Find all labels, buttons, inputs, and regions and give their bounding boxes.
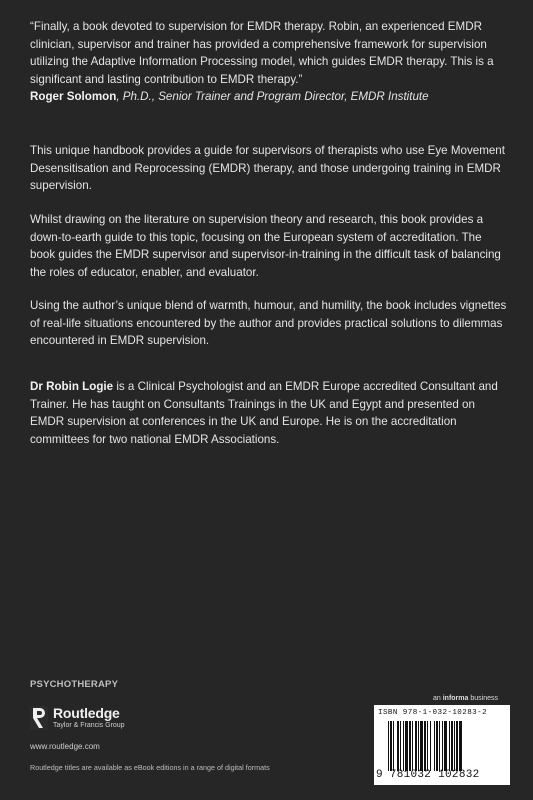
ebook-note: Routledge titles are available as eBook editions in a range of digital formats — [30, 763, 270, 772]
barcode-bar — [409, 721, 411, 771]
barcode-bar — [434, 721, 435, 771]
barcode-bar — [418, 721, 419, 771]
barcode-bar — [442, 721, 443, 771]
description-paragraph-3: Using the author’s unique blend of warmth, humour, and humility, the book includes vignettes of real-life situations encountered by the author and provides practical solutions to dilemmas encountered in EMDR supervision. — [30, 299, 507, 348]
barcode-bar — [436, 721, 438, 771]
barcode-bar — [449, 721, 450, 771]
author-bio — [30, 378, 508, 448]
barcode-bar — [405, 721, 408, 771]
publisher-name: Routledge — [53, 705, 120, 721]
barcode-bar — [451, 721, 453, 771]
endorser-name: Roger Solomon — [30, 90, 117, 104]
barcode-bar — [412, 721, 413, 771]
barcode-bar — [390, 721, 392, 771]
endorsement-quote: “Finally, a book devoted to supervision for EMDR therapy. Robin, an experienced EMDR clinician, supervisor and trainer has provided a comprehensive framework for supervision utilizing the Adaptive Information Processing model, which guides EMDR therapy. This is a significant and lasting contribution to EMDR therapy.” — [30, 20, 494, 86]
barcode-bar — [420, 721, 423, 771]
publisher-url: www.routledge.com — [30, 742, 100, 751]
barcode-bar — [415, 721, 417, 771]
publisher-subtitle: Taylor & Francis Group — [53, 722, 125, 729]
barcode-bar — [427, 721, 428, 771]
description-paragraph-1: This unique handbook provides a guide for supervisors of therapists who use Eye Movement Desensitisation and Reprocessing (EMDR) therapy, and those undergoing training in EMDR supervision. — [30, 144, 505, 193]
barcode-bar — [459, 721, 462, 771]
endorsement-attribution — [30, 88, 508, 106]
barcode-bar — [393, 721, 394, 771]
barcode-bar — [403, 721, 404, 771]
barcode-bar — [388, 721, 389, 771]
informa-business-label: an informa business — [433, 695, 498, 702]
barcode-number: 9 781032 102832 — [376, 769, 480, 781]
barcode-bar — [444, 721, 447, 771]
barcode-bar — [430, 721, 431, 771]
endorser-title: , Ph.D., Senior Trainer and Program Director, EMDR Institute — [116, 90, 429, 104]
barcode-bar — [397, 721, 399, 771]
barcode-bar — [424, 721, 426, 771]
routledge-logo-icon — [30, 706, 48, 730]
publisher-logo — [30, 706, 125, 730]
category-label: PSYCHOTHERAPY — [30, 679, 119, 690]
barcode-bar — [400, 721, 401, 771]
barcode-bar — [454, 721, 455, 771]
barcode-bar — [439, 721, 440, 771]
barcode-bars — [388, 721, 506, 771]
author-bio-text: is a Clinical Psychologist and an EMDR Europe accredited Consultant and Trainer. He has taught on Consultants Trainings in the UK and Egypt and presented on EMDR supervision at conferences in the UK and Europe. He is on the accreditation committees for two national EMDR Associations. — [30, 380, 498, 446]
isbn-label: ISBN 978-1-032-10283-2 — [378, 709, 488, 717]
barcode — [374, 705, 510, 785]
barcode-bar — [456, 721, 458, 771]
informa-brand: informa — [442, 695, 469, 702]
author-name: Dr Robin Logie — [30, 380, 114, 393]
endorsement — [30, 18, 508, 106]
description-paragraph-2: Whilst drawing on the literature on supervision theory and research, this book provides a down-to-earth guide to this topic, focusing on the European system of accreditation. The book guides the EMDR supervisor and supervisor-in-training in the difficult task of balancing the roles of educator, enabler, and evaluator. — [30, 213, 501, 279]
